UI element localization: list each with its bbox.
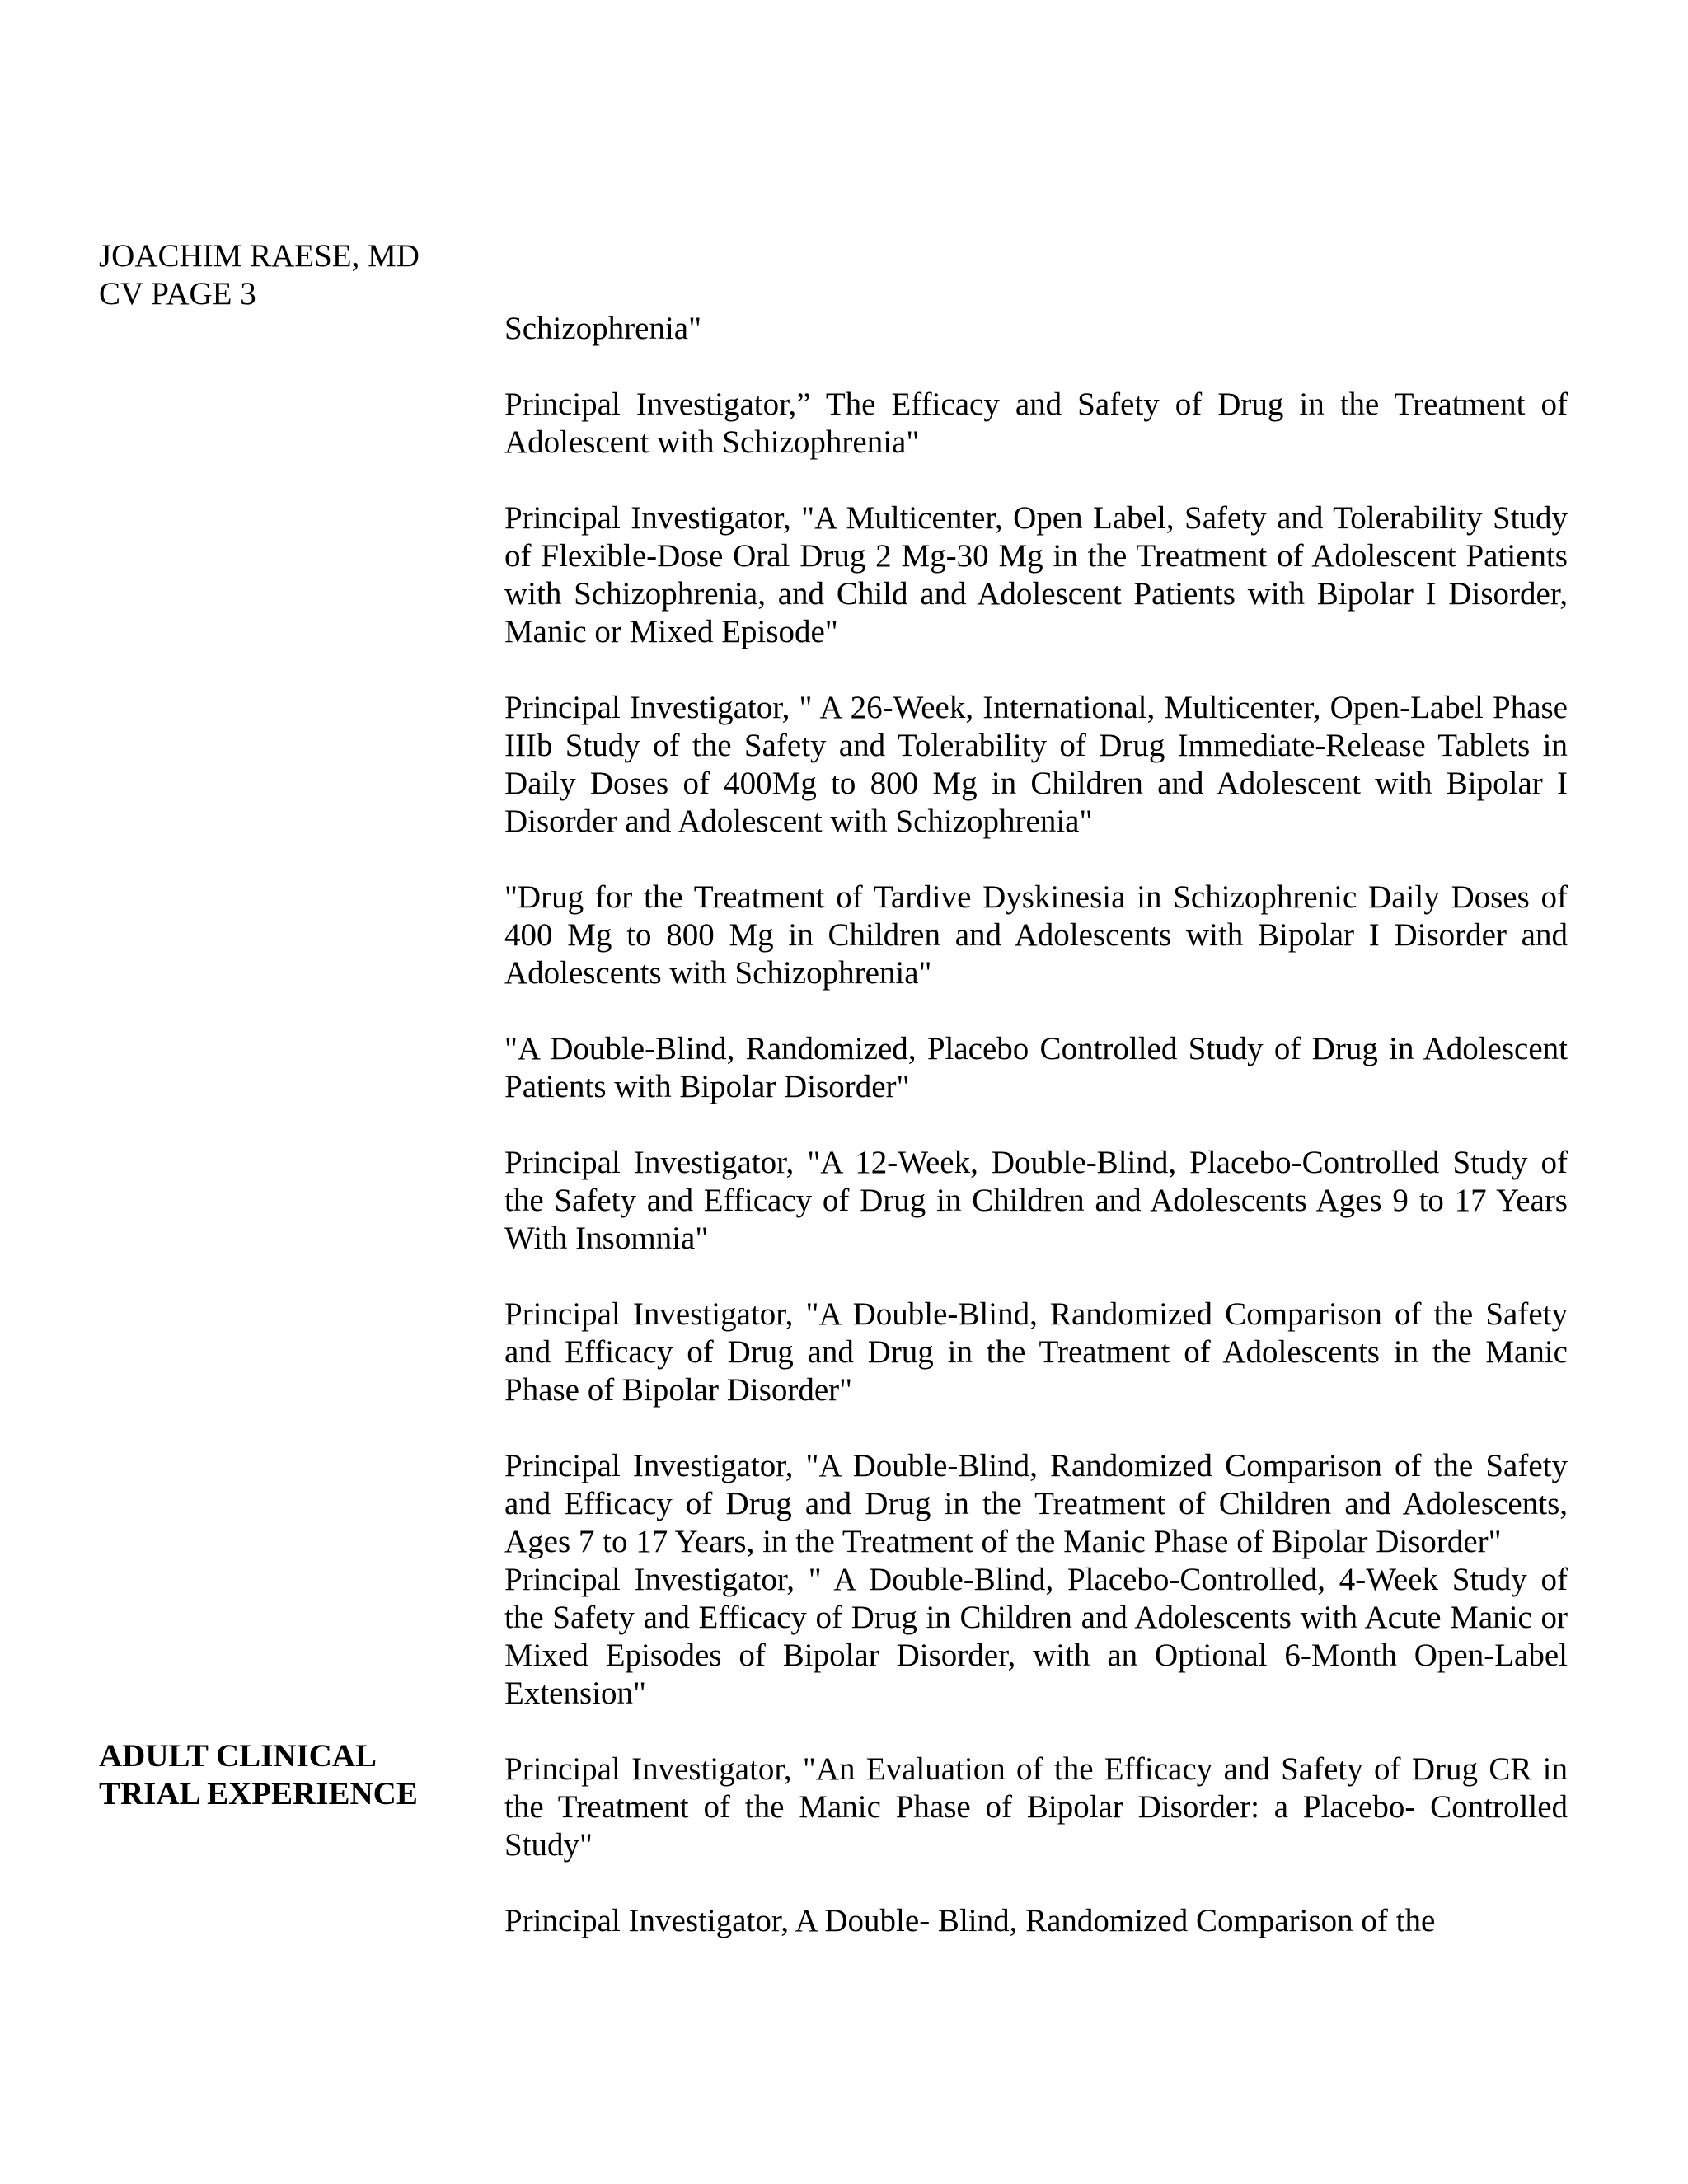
trial-entry: Principal Investigator,” The Efficacy and Safety of Drug in the Treatment of Adolescent with Schizophrenia" [504,387,1568,460]
trial-entry: Principal Investigator, "An Evaluation of the Efficacy and Safety of Drug CR in the Treatment of the Manic Phase of Bipolar Disorder: a Placebo- Controlled Study" [504,1751,1568,1863]
trial-entry: "A Double-Blind, Randomized, Placebo Controlled Study of Drug in Adolescent Patients with Bipolar Disorder" [504,1031,1568,1104]
trial-entry: Principal Investigator, A Double- Blind, Randomized Comparison of the [504,1903,1436,1938]
trial-entry: Principal Investigator, " A Double-Blind, Placebo-Controlled, 4-Week Study of the Safety and Efficacy of Drug in Children and Adolescents with Acute Manic or Mixed Episodes of Bipolar Disorder, with an Optional 6-Month Open-Label Extension" [504,1562,1568,1711]
author-name: JOACHIM RAESE, MD [99,238,420,274]
section-heading-line-2: TRIAL EXPERIENCE [99,1776,418,1811]
trial-entry: Principal Investigator, "A Double-Blind, Randomized Comparison of the Safety and Efficacy of Drug and Drug in the Treatment of Children and Adolescents, Ages 7 to 17 Years, in the Treatment of the Manic Phase of Bipolar Disorder" [504,1448,1568,1559]
cv-header [99,237,420,313]
section-heading-line-1: ADULT CLINICAL [99,1738,377,1774]
trial-entry: Schizophrenia" [504,311,702,346]
trial-entry: Principal Investigator, " A 26-Week, International, Multicenter, Open-Label Phase IIIb Study of the Safety and Tolerability of Drug Immediate-Release Tablets in Daily Doses of 400Mg to 800 Mg in Children and Adolescent with Bipolar I Disorder and Adolescent with Schizophrenia" [504,690,1568,839]
section-heading-adult-clinical-trial-experience [99,1737,418,1813]
page-label: CV PAGE 3 [99,276,256,312]
trial-entry: Principal Investigator, "A 12-Week, Double-Blind, Placebo-Controlled Study of the Safety and Efficacy of Drug in Children and Adolescents Ages 9 to 17 Years With Insomnia" [504,1145,1568,1256]
trial-entry: "Drug for the Treatment of Tardive Dyskinesia in Schizophrenic Daily Doses of 400 Mg to 800 Mg in Children and Adolescents with Bipolar I Disorder and Adolescents with Schizophrenia" [504,879,1568,991]
trial-entry: Principal Investigator, "A Multicenter, Open Label, Safety and Tolerability Study of Flexible-Dose Oral Drug 2 Mg-30 Mg in the Treatment of Adolescent Patients with Schizophrenia, and Child and Adolescent Patients with Bipolar I Disorder, Manic or Mixed Episode" [504,500,1568,649]
trial-list [504,310,1568,1940]
trial-entry: Principal Investigator, "A Double-Blind, Randomized Comparison of the Safety and Efficacy of Drug and Drug in the Treatment of Adolescents in the Manic Phase of Bipolar Disorder" [504,1296,1568,1408]
